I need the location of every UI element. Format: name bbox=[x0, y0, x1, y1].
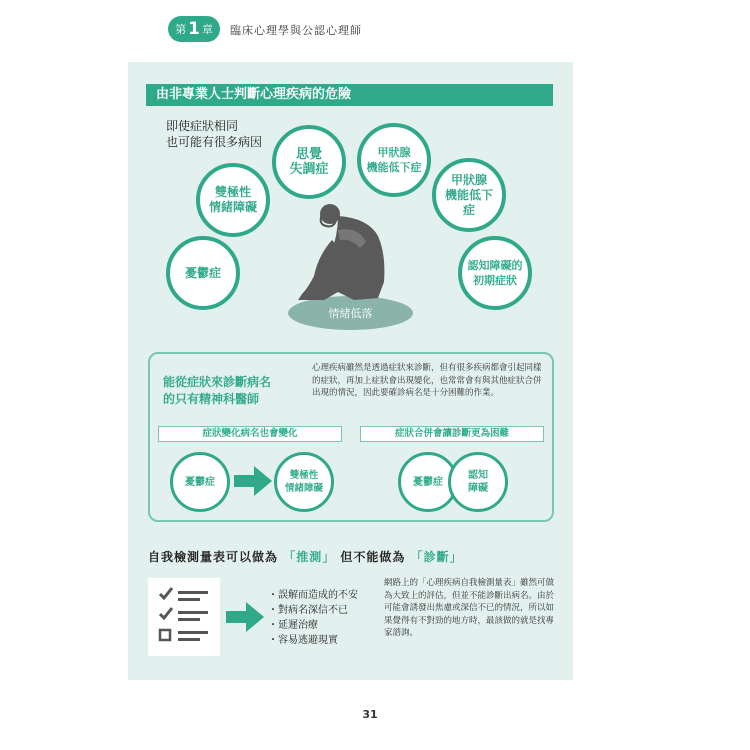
risk-item: ・容易逃避現實 bbox=[268, 635, 338, 646]
risk-item: ・延遲治療 bbox=[268, 620, 318, 631]
chapter-prefix: 第 bbox=[175, 23, 187, 36]
risk-item: ・誤解而造成的不安 bbox=[268, 590, 358, 601]
circle-hypothyroid-2: 甲狀腺 機能低下 症 bbox=[432, 158, 506, 232]
arrow-right-icon bbox=[234, 466, 272, 496]
cause-note-line1: 即使症狀相同 bbox=[166, 119, 239, 133]
circle-bipolar: 雙極性 情緒障礙 bbox=[196, 163, 270, 237]
figure-label: 情緒低落 bbox=[328, 307, 373, 320]
arrow-right-icon-2 bbox=[226, 602, 264, 632]
self-test-text: 網路上的「心理疾病自我檢測量表」雖然可做為大致上的評估，但並不能診斷出病名。由於可能會誘發出焦慮或深信不已的情況，所以如果覺得有不對勁的地方時，最該做的就是找專家諮詢。 bbox=[384, 578, 555, 638]
diagnosis-title-line1: 能從症狀來診斷病名 bbox=[163, 375, 272, 389]
change-from-depression: 憂鬱症 bbox=[170, 452, 230, 512]
self-test-title-b: 「推測」 bbox=[283, 550, 336, 564]
circle-depression: 憂鬱症 bbox=[166, 236, 240, 310]
chapter-number: 1 bbox=[188, 19, 200, 39]
self-test-title-d: 「診斷」 bbox=[410, 550, 463, 564]
troubled-person-figure bbox=[298, 196, 408, 308]
risk-list bbox=[268, 588, 358, 648]
section-title: 由非專業人士判斷心理疾病的危險 bbox=[146, 84, 553, 106]
diagnosis-title-line2: 的只有精神科醫師 bbox=[163, 392, 260, 406]
self-test-title bbox=[148, 548, 463, 565]
cause-note bbox=[166, 118, 262, 150]
chapter-suffix: 章 bbox=[201, 23, 213, 36]
checklist-icon bbox=[148, 578, 220, 656]
subheading-change: 症狀變化病名也會變化 bbox=[158, 426, 342, 442]
chapter-badge-tail bbox=[205, 34, 219, 42]
change-to-bipolar: 雙極性 情緒障礙 bbox=[274, 452, 334, 512]
cause-note-line2: 也可能有很多病因 bbox=[166, 135, 263, 149]
risk-item: ・對病名深信不已 bbox=[268, 605, 348, 616]
subheading-combined: 症狀合併會讓診斷更為困難 bbox=[360, 426, 544, 442]
circle-schizophrenia: 思覺 失調症 bbox=[272, 125, 346, 199]
page-number: 31 bbox=[362, 708, 378, 721]
combined-dementia: 認知 障礙 bbox=[448, 452, 508, 512]
diagnosis-text: 心理疾病雖然是透過症狀來診斷，但有很多疾病都會引起同樣的症狀，再加上症狀會出現變化，也常常會有與其他症狀合併出現的情況，因此要確診病名是十分困難的作業。 bbox=[312, 363, 542, 398]
checklist-card bbox=[148, 578, 220, 656]
self-test-title-c: 但不能做為 bbox=[340, 550, 406, 564]
diagnosis-title bbox=[163, 374, 271, 408]
chapter-title: 臨床心理學與公認心理師 bbox=[230, 24, 362, 37]
circle-hypothyroid-1: 甲狀腺 機能低下症 bbox=[357, 123, 431, 197]
circle-dementia: 認知障礙的 初期症狀 bbox=[458, 236, 532, 310]
self-test-title-a: 自我檢測量表可以做為 bbox=[148, 550, 279, 564]
combined-depression: 憂鬱症 bbox=[398, 452, 458, 512]
